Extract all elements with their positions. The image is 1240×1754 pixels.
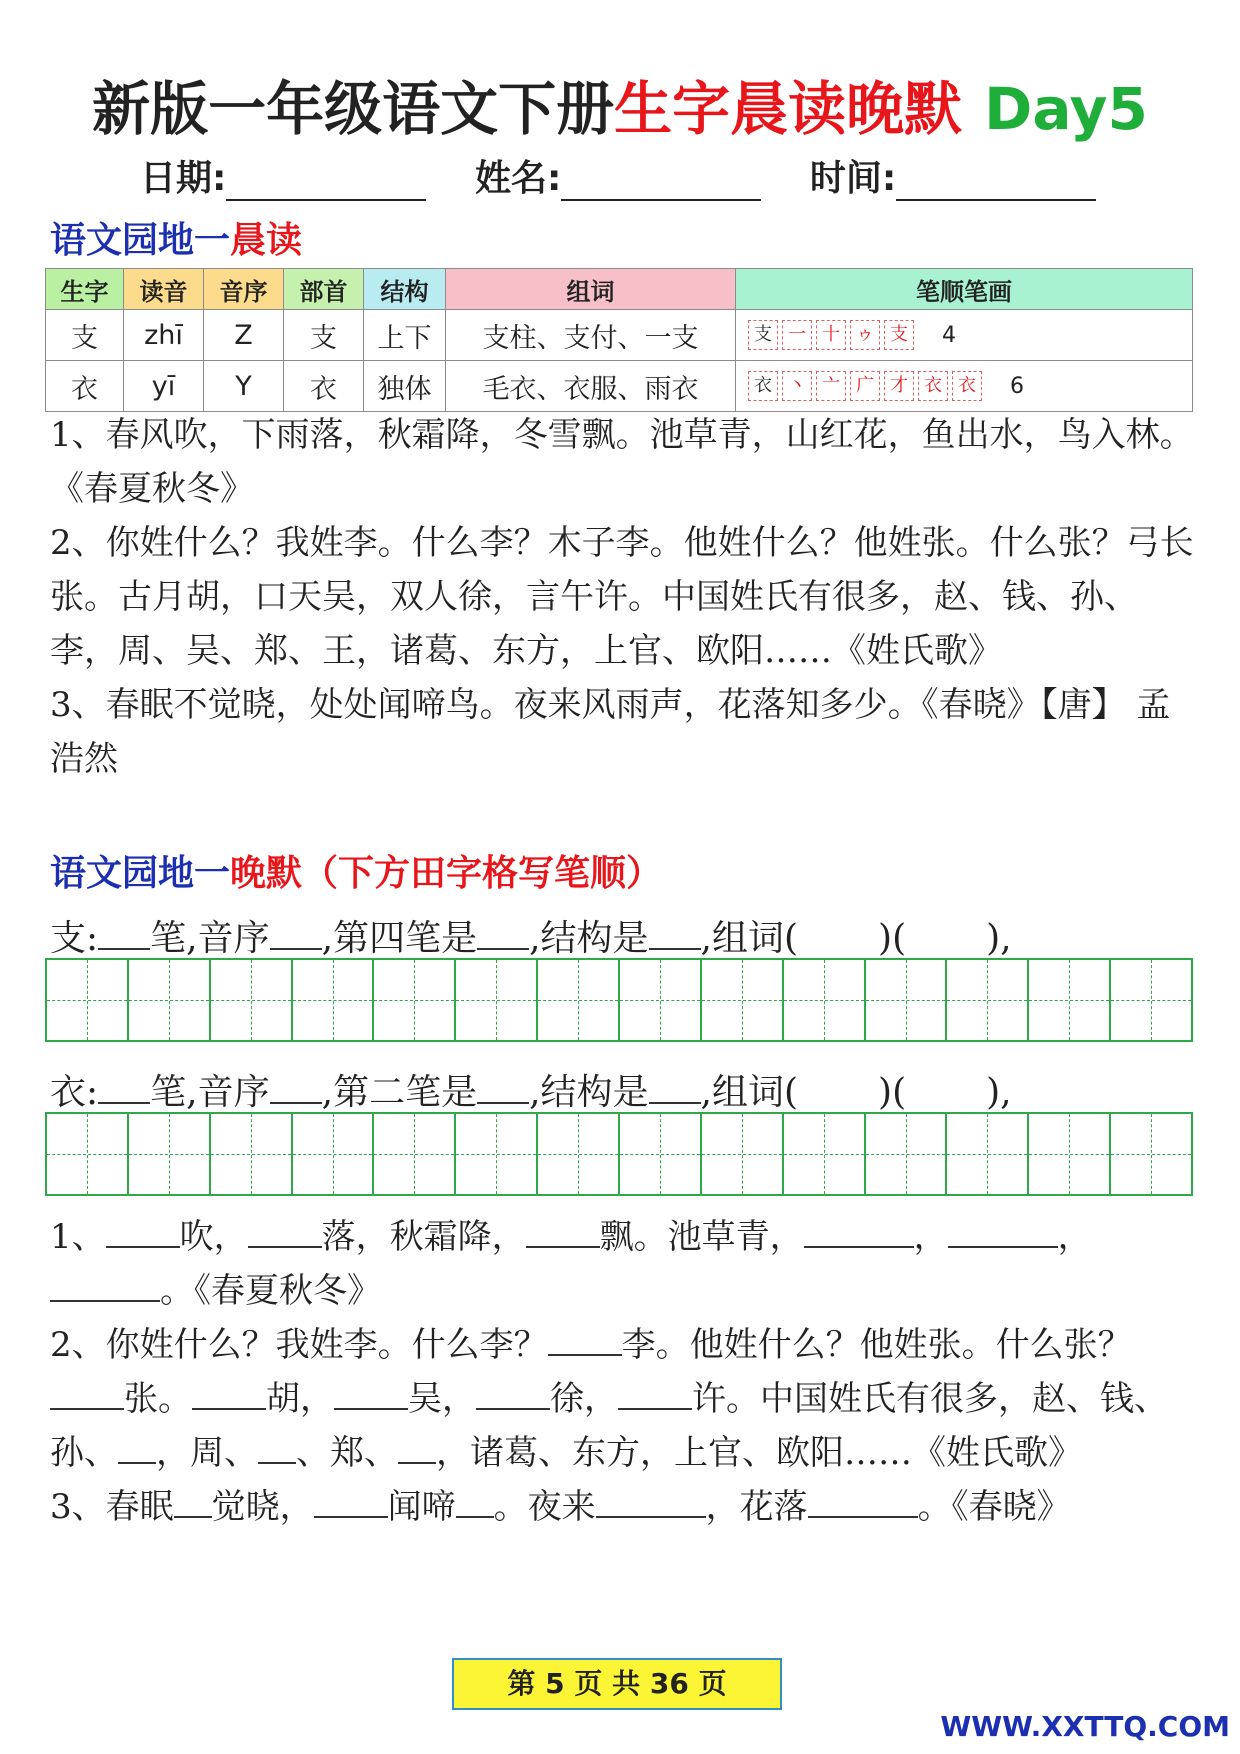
time-field[interactable]: 时间: — [810, 150, 1096, 201]
blank[interactable] — [270, 918, 322, 950]
title-part1: 新版一年级语文下册 — [92, 75, 615, 143]
stroke-order-cell — [736, 361, 1193, 412]
table-header-cell: 组词 — [446, 269, 736, 310]
table-cell-char: 支 — [46, 310, 124, 361]
table-header-cell: 音序 — [204, 269, 284, 310]
question-zhi: 支: 笔,音序 ,第四笔是 ,结构是 ,组词( )( ), — [50, 918, 1012, 959]
title-part2: 生字晨读晚默 — [614, 75, 963, 143]
morning-heading: 语文园地一晨读 — [50, 220, 303, 261]
stroke-count: 4 — [942, 322, 956, 348]
stroke-box: 才 — [884, 371, 914, 401]
stroke-box: 衣 — [748, 371, 778, 401]
title-day: Day5 — [984, 75, 1148, 143]
date-field[interactable]: 日期: — [140, 150, 426, 201]
blank[interactable] — [270, 1072, 322, 1104]
stroke-count: 6 — [1010, 373, 1024, 399]
stroke-box: 丶 — [782, 371, 812, 401]
reading-para-3: 3、春眠不觉晓，处处闻啼鸟。夜来风雨声，花落知多少。《春晓》【唐】 孟浩然 — [50, 685, 1171, 779]
stroke-box: 十 — [816, 320, 846, 350]
table-header-cell: 笔顺笔画 — [736, 269, 1193, 310]
table-cell-structure: 上下 — [364, 310, 446, 361]
stroke-box: 支 — [748, 320, 778, 350]
page-number: 第 5 页 共 36 页 — [452, 1658, 782, 1710]
stroke-box: ゥ — [850, 320, 880, 350]
table-cell-char: 衣 — [46, 361, 124, 412]
table-row — [46, 310, 1193, 361]
stroke-box: 广 — [850, 371, 880, 401]
evening-heading: 语文园地一晚默（下方田字格写笔顺） — [50, 853, 663, 894]
character-table — [45, 268, 1193, 412]
fill-in-text — [50, 1210, 1200, 1534]
stroke-box: 支 — [884, 320, 914, 350]
table-row — [46, 361, 1193, 412]
name-field[interactable]: 姓名: — [475, 150, 761, 201]
table-header-cell: 部首 — [284, 269, 364, 310]
reading-para-2: 2、你姓什么？我姓李。什么李？木子李。他姓什么？他姓张。什么张？弓长张。古月胡，口天吴，双人徐，言午许。中国姓氏有很多，赵、钱、孙、李，周、吴、郑、王，诸葛、东方，上官、欧阳……《姓氏歌》 — [50, 523, 1194, 671]
stroke-box: 衣 — [918, 371, 948, 401]
page-title — [0, 62, 1240, 146]
table-cell-radical: 支 — [284, 310, 364, 361]
blank[interactable] — [649, 918, 701, 950]
table-cell-words: 毛衣、衣服、雨衣 — [446, 361, 736, 412]
site-watermark: WWW.XXTTQ.COM — [940, 1710, 1230, 1743]
question-yi: 衣: 笔,音序 ,第二笔是 ,结构是 ,组词( )( ), — [50, 1072, 1012, 1113]
writing-grid-yi[interactable] — [45, 1112, 1193, 1196]
stroke-box: 一 — [782, 320, 812, 350]
blank[interactable] — [98, 918, 150, 950]
table-cell-structure: 独体 — [364, 361, 446, 412]
blank[interactable] — [649, 1072, 701, 1104]
table-header-row — [46, 269, 1193, 310]
stroke-box: 亠 — [816, 371, 846, 401]
table-cell-words: 支柱、支付、一支 — [446, 310, 736, 361]
table-cell-pinyin: zhī — [124, 310, 204, 361]
fill-para-2: 2、你姓什么？我姓李。什么李？ 李。他姓什么？他姓张。什么张？张。 胡， 吴， 徐， 许。中国姓氏有很多，赵、钱、孙、 ，周、 、郑、 ，诸葛、东方，上官、欧阳……《姓氏歌》 — [50, 1318, 1200, 1480]
table-cell-index: Y — [204, 361, 284, 412]
reading-text — [50, 408, 1200, 786]
stroke-order-cell — [736, 310, 1193, 361]
table-header-cell: 读音 — [124, 269, 204, 310]
fill-para-1: 1、 吹， 落，秋霜降， 飘。池草青， ， ，。《春夏秋冬》 — [50, 1210, 1200, 1318]
table-cell-index: Z — [204, 310, 284, 361]
table-header-cell: 生字 — [46, 269, 124, 310]
reading-para-1: 1、春风吹，下雨落，秋霜降，冬雪飘。池草青，山红花，鱼出水，鸟入林。《春夏秋冬》 — [50, 415, 1194, 509]
writing-grid-zhi[interactable] — [45, 958, 1193, 1042]
blank[interactable] — [477, 918, 529, 950]
table-header-cell: 结构 — [364, 269, 446, 310]
table-cell-pinyin: yī — [124, 361, 204, 412]
stroke-box: 衣 — [952, 371, 982, 401]
blank[interactable] — [477, 1072, 529, 1104]
table-cell-radical: 衣 — [284, 361, 364, 412]
header-fields — [140, 150, 1132, 201]
blank[interactable] — [98, 1072, 150, 1104]
fill-para-3: 3、春眠 觉晓， 闻啼 。夜来 ，花落 。《春晓》 — [50, 1480, 1200, 1534]
